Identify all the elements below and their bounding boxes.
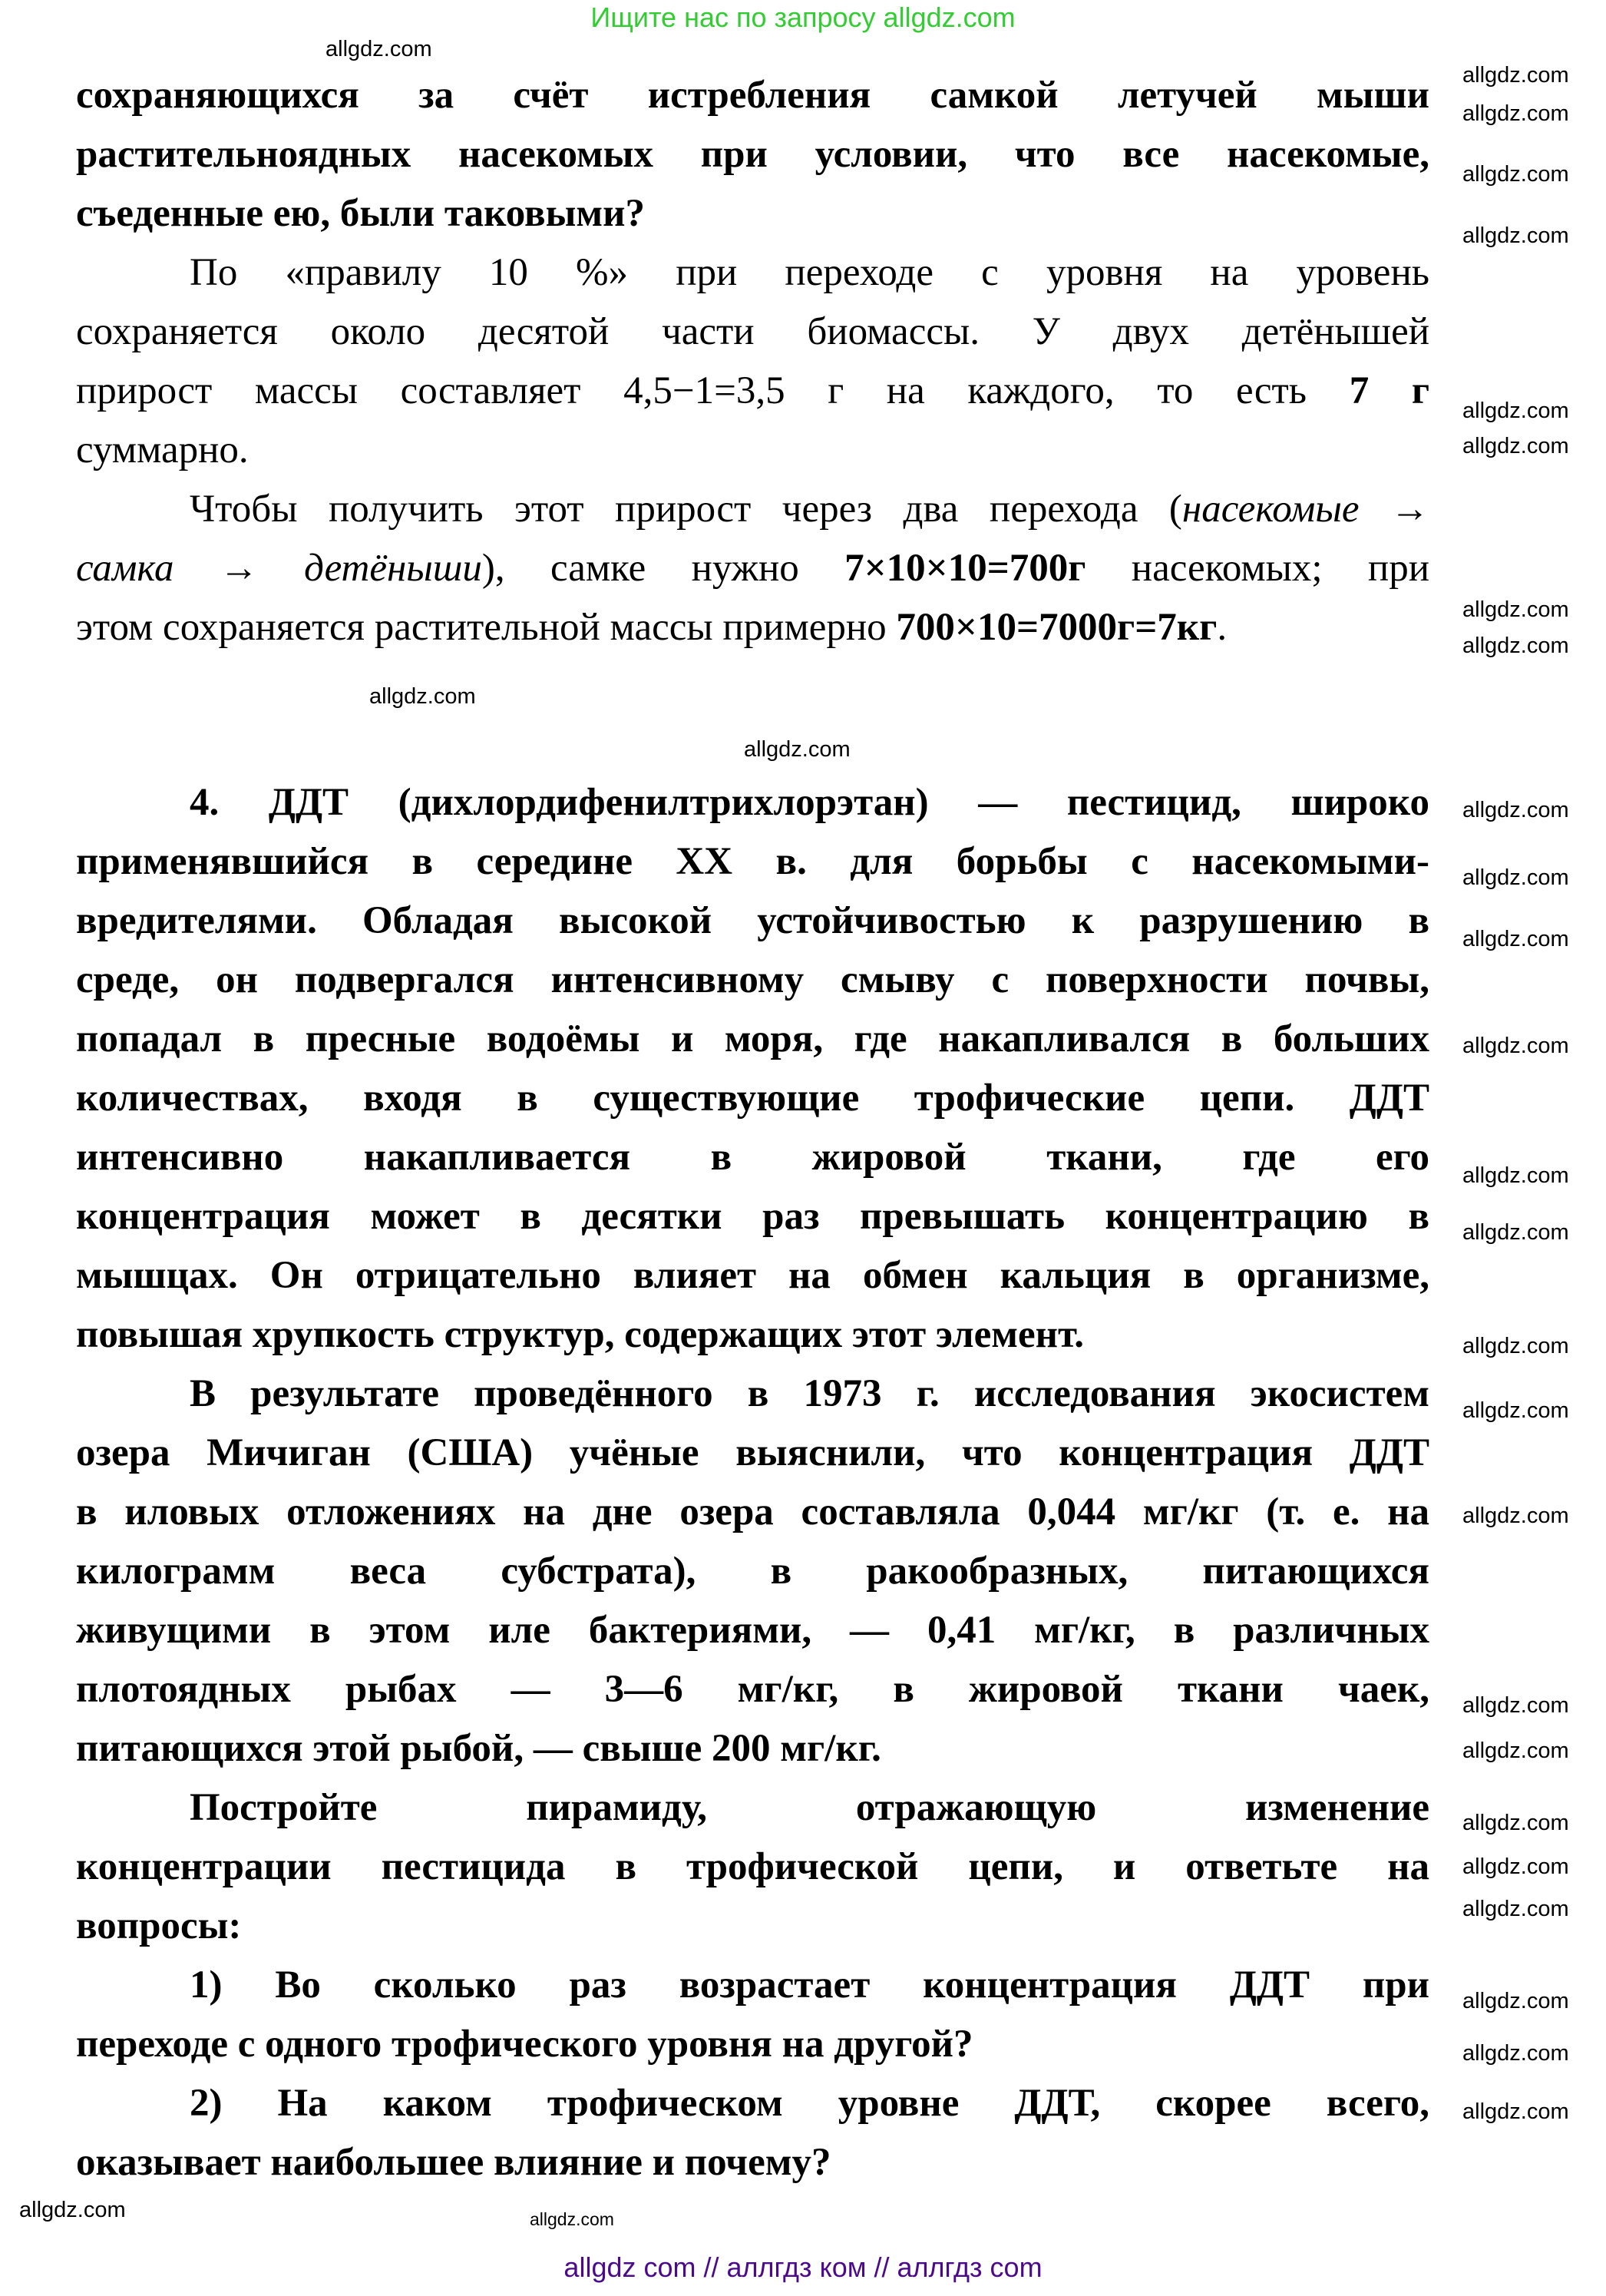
text-line xyxy=(76,2015,1429,2074)
bold-text: переходе с одного трофического уровня на другой? xyxy=(76,2023,973,2066)
text-line xyxy=(76,1246,1429,1305)
text-line xyxy=(76,1069,1429,1128)
watermark-text: allgdz.com xyxy=(1462,399,1569,423)
text-line xyxy=(76,1778,1429,1838)
text: → xyxy=(173,547,305,590)
text-line xyxy=(76,892,1429,951)
bold-text: озера Мичиган (США) учёные выяснили, что концентрация ДДТ xyxy=(76,1431,1429,1474)
text-line xyxy=(76,303,1429,362)
watermark-text: allgdz.com xyxy=(1462,1220,1569,1245)
bold-text: применявшийся в середине XX в. для борьбы с насекомыми- xyxy=(76,840,1429,883)
bold-text: количествах, входя в существующие трофические цепи. ДДТ xyxy=(76,1077,1429,1120)
bold-text: Постройте пирамиду, отражающую изменение xyxy=(190,1786,1429,1829)
text-line xyxy=(76,1010,1429,1069)
text: ), самке нужно xyxy=(481,547,845,590)
watermark-text: allgdz.com xyxy=(1462,1398,1569,1423)
bold-text: съеденные ею, были таковыми? xyxy=(76,192,646,235)
watermark-text: allgdz.com xyxy=(1462,634,1569,658)
text: суммарно. xyxy=(76,428,249,471)
bold-text: В результате проведённого в 1973 г. исследования экосистем xyxy=(190,1372,1429,1415)
watermark-text: allgdz.com xyxy=(1462,865,1569,890)
text-line xyxy=(76,832,1429,892)
watermark-text: allgdz.com xyxy=(369,684,476,709)
bold-text: среде, он подвергался интенсивному смыву с поверхности почвы, xyxy=(76,958,1429,1001)
watermark-text: allgdz.com xyxy=(1462,2041,1569,2066)
text-line xyxy=(76,1187,1429,1246)
bold-text: оказывает наибольшее влияние и почему? xyxy=(76,2141,831,2184)
bold-text: 4. ДДТ (дихлордифенилтрихлорэтан) — пестицид, широко xyxy=(190,781,1429,824)
text-line xyxy=(76,773,1429,832)
watermark-text: allgdz.com xyxy=(1462,1897,1569,1921)
watermark-text: allgdz.com xyxy=(1462,1334,1569,1358)
watermark-text: allgdz.com xyxy=(1462,1811,1569,1835)
text-line xyxy=(76,1719,1429,1778)
text-line xyxy=(76,1660,1429,1719)
italic-text: детёныши xyxy=(304,547,482,590)
bold-text: концентрации пестицида в трофической цепи, и ответьте на xyxy=(76,1845,1429,1888)
task-4-section xyxy=(76,773,1429,2192)
italic-text: насекомые xyxy=(1181,488,1360,531)
watermark-text: allgdz.com xyxy=(1462,927,1569,951)
bold-text: сохраняющихся за счёт истребления самкой летучей мыши xyxy=(76,74,1429,117)
watermark-text: allgdz.com xyxy=(1462,1034,1569,1058)
text: этом сохраняется растительной массы примерно xyxy=(76,606,897,649)
text: По «правилу 10 %» при переходе с уровня на уровень xyxy=(190,251,1429,294)
bold-text: 2) На каком трофическом уровне ДДТ, скорее всего, xyxy=(190,2082,1429,2125)
text-line xyxy=(76,1424,1429,1483)
text-line xyxy=(76,1838,1429,1897)
bold-text: питающихся этой рыбой, — свыше 200 мг/кг. xyxy=(76,1727,881,1770)
watermark-text: allgdz.com xyxy=(530,2209,614,2229)
text-line xyxy=(76,480,1429,539)
text-line xyxy=(76,125,1429,184)
bold-text: 7×10×10=700г xyxy=(844,547,1086,590)
watermark-text: allgdz.com xyxy=(1462,597,1569,622)
watermark-text: allgdz.com xyxy=(1462,1989,1569,2013)
text: → xyxy=(1359,488,1429,531)
footer-links[interactable]: allgdz com // аллгдз ком // аллгдз com xyxy=(563,2251,1043,2283)
watermark-text: allgdz.com xyxy=(1462,1854,1569,1879)
bold-text: в иловых отложениях на дне озера составляла 0,044 мг/кг (т. е. на xyxy=(76,1490,1429,1533)
bold-text: попадал в пресные водоёмы и моря, где накапливался в больших xyxy=(76,1017,1429,1060)
text: сохраняется около десятой части биомассы. У двух детёнышей xyxy=(76,310,1429,353)
text-line xyxy=(76,362,1429,421)
text-line xyxy=(76,1542,1429,1601)
text: Чтобы получить этот прирост через два перехода ( xyxy=(190,488,1182,531)
bold-text: концентрация может в десятки раз превышать концентрацию в xyxy=(76,1195,1429,1238)
watermark-text: allgdz.com xyxy=(325,37,432,61)
bold-text: мышцах. Он отрицательно влияет на обмен кальция в организме, xyxy=(76,1254,1429,1297)
bold-text: плотоядных рыбах — 3—6 мг/кг, в жировой ткани чаек, xyxy=(76,1668,1429,1711)
bold-text: килограмм веса субстрата), в ракообразных, питающихся xyxy=(76,1550,1429,1593)
site-banner: Ищите нас по запросу allgdz.com xyxy=(590,2,1016,33)
watermark-text: allgdz.com xyxy=(1462,1693,1569,1718)
watermark-text: allgdz.com xyxy=(1462,798,1569,822)
watermark-text: allgdz.com xyxy=(19,2198,126,2222)
watermark-text: allgdz.com xyxy=(1462,2099,1569,2124)
text-line xyxy=(76,1305,1429,1365)
bold-text: растительноядных насекомых при условии, что все насекомые, xyxy=(76,133,1429,176)
watermark-text: allgdz.com xyxy=(1462,223,1569,248)
bold-text: 700×10=7000г=7кг xyxy=(896,606,1218,649)
text-line xyxy=(76,1128,1429,1187)
bold-text: живущими в этом иле бактериями, — 0,41 мг/кг, в различных xyxy=(76,1609,1429,1652)
text-line xyxy=(76,243,1429,303)
bold-text: интенсивно накапливается в жировой ткани, где его xyxy=(76,1136,1429,1179)
text-line xyxy=(76,66,1429,125)
text-line xyxy=(76,1365,1429,1424)
bold-text: 7 г xyxy=(1349,369,1429,412)
text-line xyxy=(76,421,1429,480)
text-line xyxy=(76,598,1429,657)
text-line xyxy=(76,539,1429,598)
watermark-text: allgdz.com xyxy=(1462,1163,1569,1188)
text-line xyxy=(76,1483,1429,1542)
bold-text: вредителями. Обладая высокой устойчивостью к разрушению в xyxy=(76,899,1429,942)
text: прирост массы составляет 4,5−1=3,5 г на каждого, то есть xyxy=(76,369,1350,412)
watermark-text: allgdz.com xyxy=(744,737,851,762)
italic-text: самка xyxy=(76,547,174,590)
answer-section xyxy=(76,66,1429,657)
text-line xyxy=(76,2074,1429,2133)
text-line xyxy=(76,1601,1429,1660)
text-line xyxy=(76,1897,1429,1956)
text-line xyxy=(76,184,1429,243)
bold-text: 1) Во сколько раз возрастает концентрация ДДТ при xyxy=(190,1964,1429,2007)
text: . xyxy=(1217,606,1228,649)
text-line xyxy=(76,951,1429,1010)
text: насекомых; при xyxy=(1086,547,1429,590)
watermark-text: allgdz.com xyxy=(1462,63,1569,88)
bold-text: повышая хрупкость структур, содержащих этот элемент. xyxy=(76,1313,1084,1356)
watermark-text: allgdz.com xyxy=(1462,1739,1569,1763)
bold-text: вопросы: xyxy=(76,1904,242,1947)
text-line xyxy=(76,2133,1429,2192)
watermark-text: allgdz.com xyxy=(1462,434,1569,458)
watermark-text: allgdz.com xyxy=(1462,1504,1569,1528)
watermark-text: allgdz.com xyxy=(1462,162,1569,187)
watermark-text: allgdz.com xyxy=(1462,101,1569,126)
text-line xyxy=(76,1956,1429,2015)
